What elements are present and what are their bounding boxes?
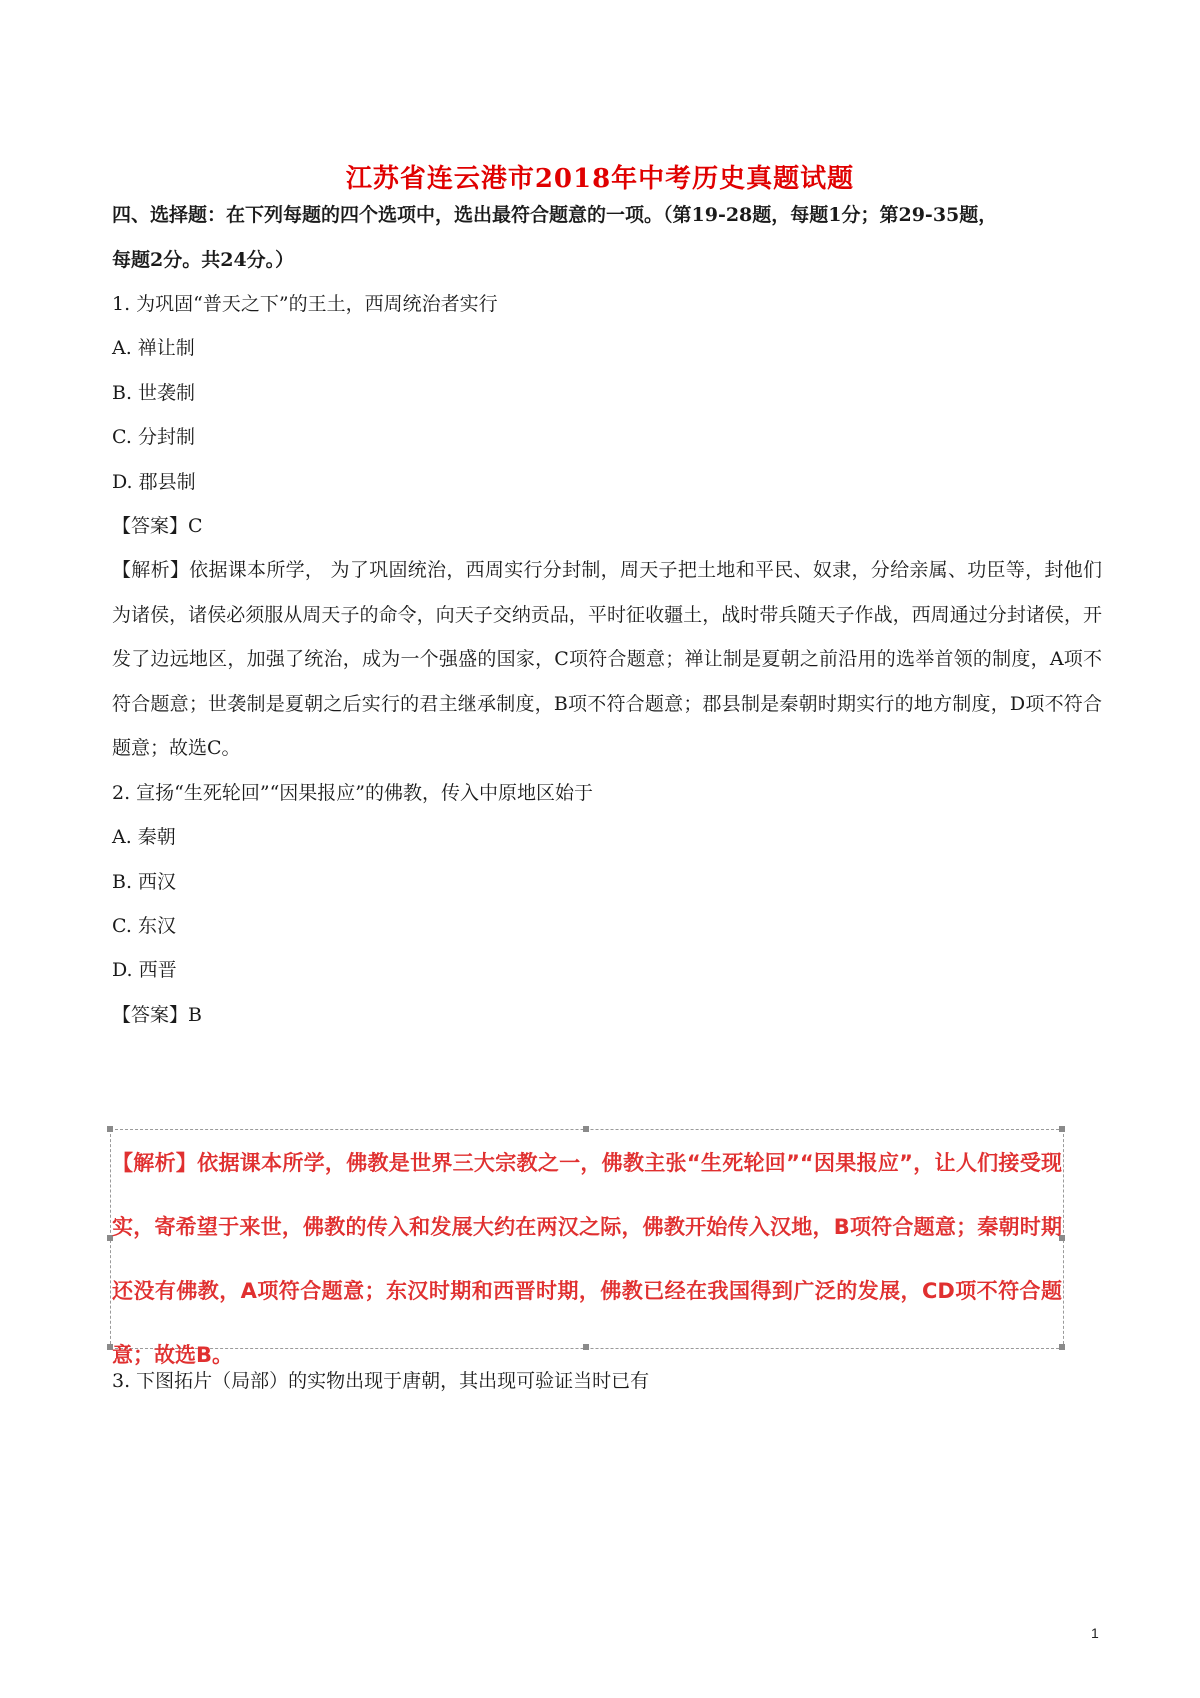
q1-analysis: 【解析】依据课本所学， 为了巩固统治，西周实行分封制，周天子把土地和平民、奴隶，分给亲属、功臣等，封他们为诸侯，诸侯必须服从周天子的命令，向天子交纳贡品，平时征收疆土，战时带兵随天子作战，西周通过分封诸侯，开发了边远地区，加强了统治，成为一个强盛的国家，C项符合题意；禅让制是夏朝之前沿用的选举首领的制度，A项不符合题意；世袭制是夏朝之后实行的君主继承制度，B项不符合题意；郡县制是秦朝时期实行的地方制度，D项不符合题意；故选C。 [112, 559, 1102, 759]
page-number: 1 [1091, 1625, 1099, 1641]
document-title: 江苏省连云港市2018年中考历史真题试题 [345, 164, 855, 194]
section-header-line2: 每题2分。共24分。） [112, 249, 295, 271]
q1-answer: 【答案】C [112, 515, 203, 537]
q2-option-d: D. 西晋 [112, 959, 177, 981]
q2-option-a: A. 秦朝 [112, 826, 176, 848]
q1-option-c: C. 分封制 [112, 426, 195, 448]
q2-answer: 【答案】B [112, 1004, 202, 1026]
q1-option-d: D. 郡县制 [112, 471, 196, 493]
q2-option-c: C. 东汉 [112, 915, 176, 937]
q2-stem: 2. 宣扬“生死轮回”“因果报应”的佛教，传入中原地区始于 [112, 782, 594, 804]
q1-option-a: A. 禅让制 [112, 337, 195, 359]
section-header-line1: 四、选择题：在下列每题的四个选项中，选出最符合题意的一项。（第19-28题，每题1分；第29-35题， [112, 204, 998, 226]
q2-option-b: B. 西汉 [112, 871, 177, 893]
q2-analysis[interactable]: 【解析】依据课本所学，佛教是世界三大宗教之一，佛教主张“生死轮回”“因果报应”，让人们接受现实，寄希望于来世，佛教的传入和发展大约在两汉之际，佛教开始传入汉地，B项符合题意；秦朝时期还没有佛教，A项符合题意；东汉时期和西晋时期，佛教已经在我国得到广泛的发展，CD项不符合题意；故选B。 [112, 1151, 1062, 1367]
q1-option-b: B. 世袭制 [112, 382, 196, 404]
q1-stem: 1. 为巩固“普天之下”的王土，西周统治者实行 [112, 293, 498, 315]
q3-stem: 3. 下图拓片（局部）的实物出现于唐朝，其出现可验证当时已有 [112, 1370, 650, 1392]
